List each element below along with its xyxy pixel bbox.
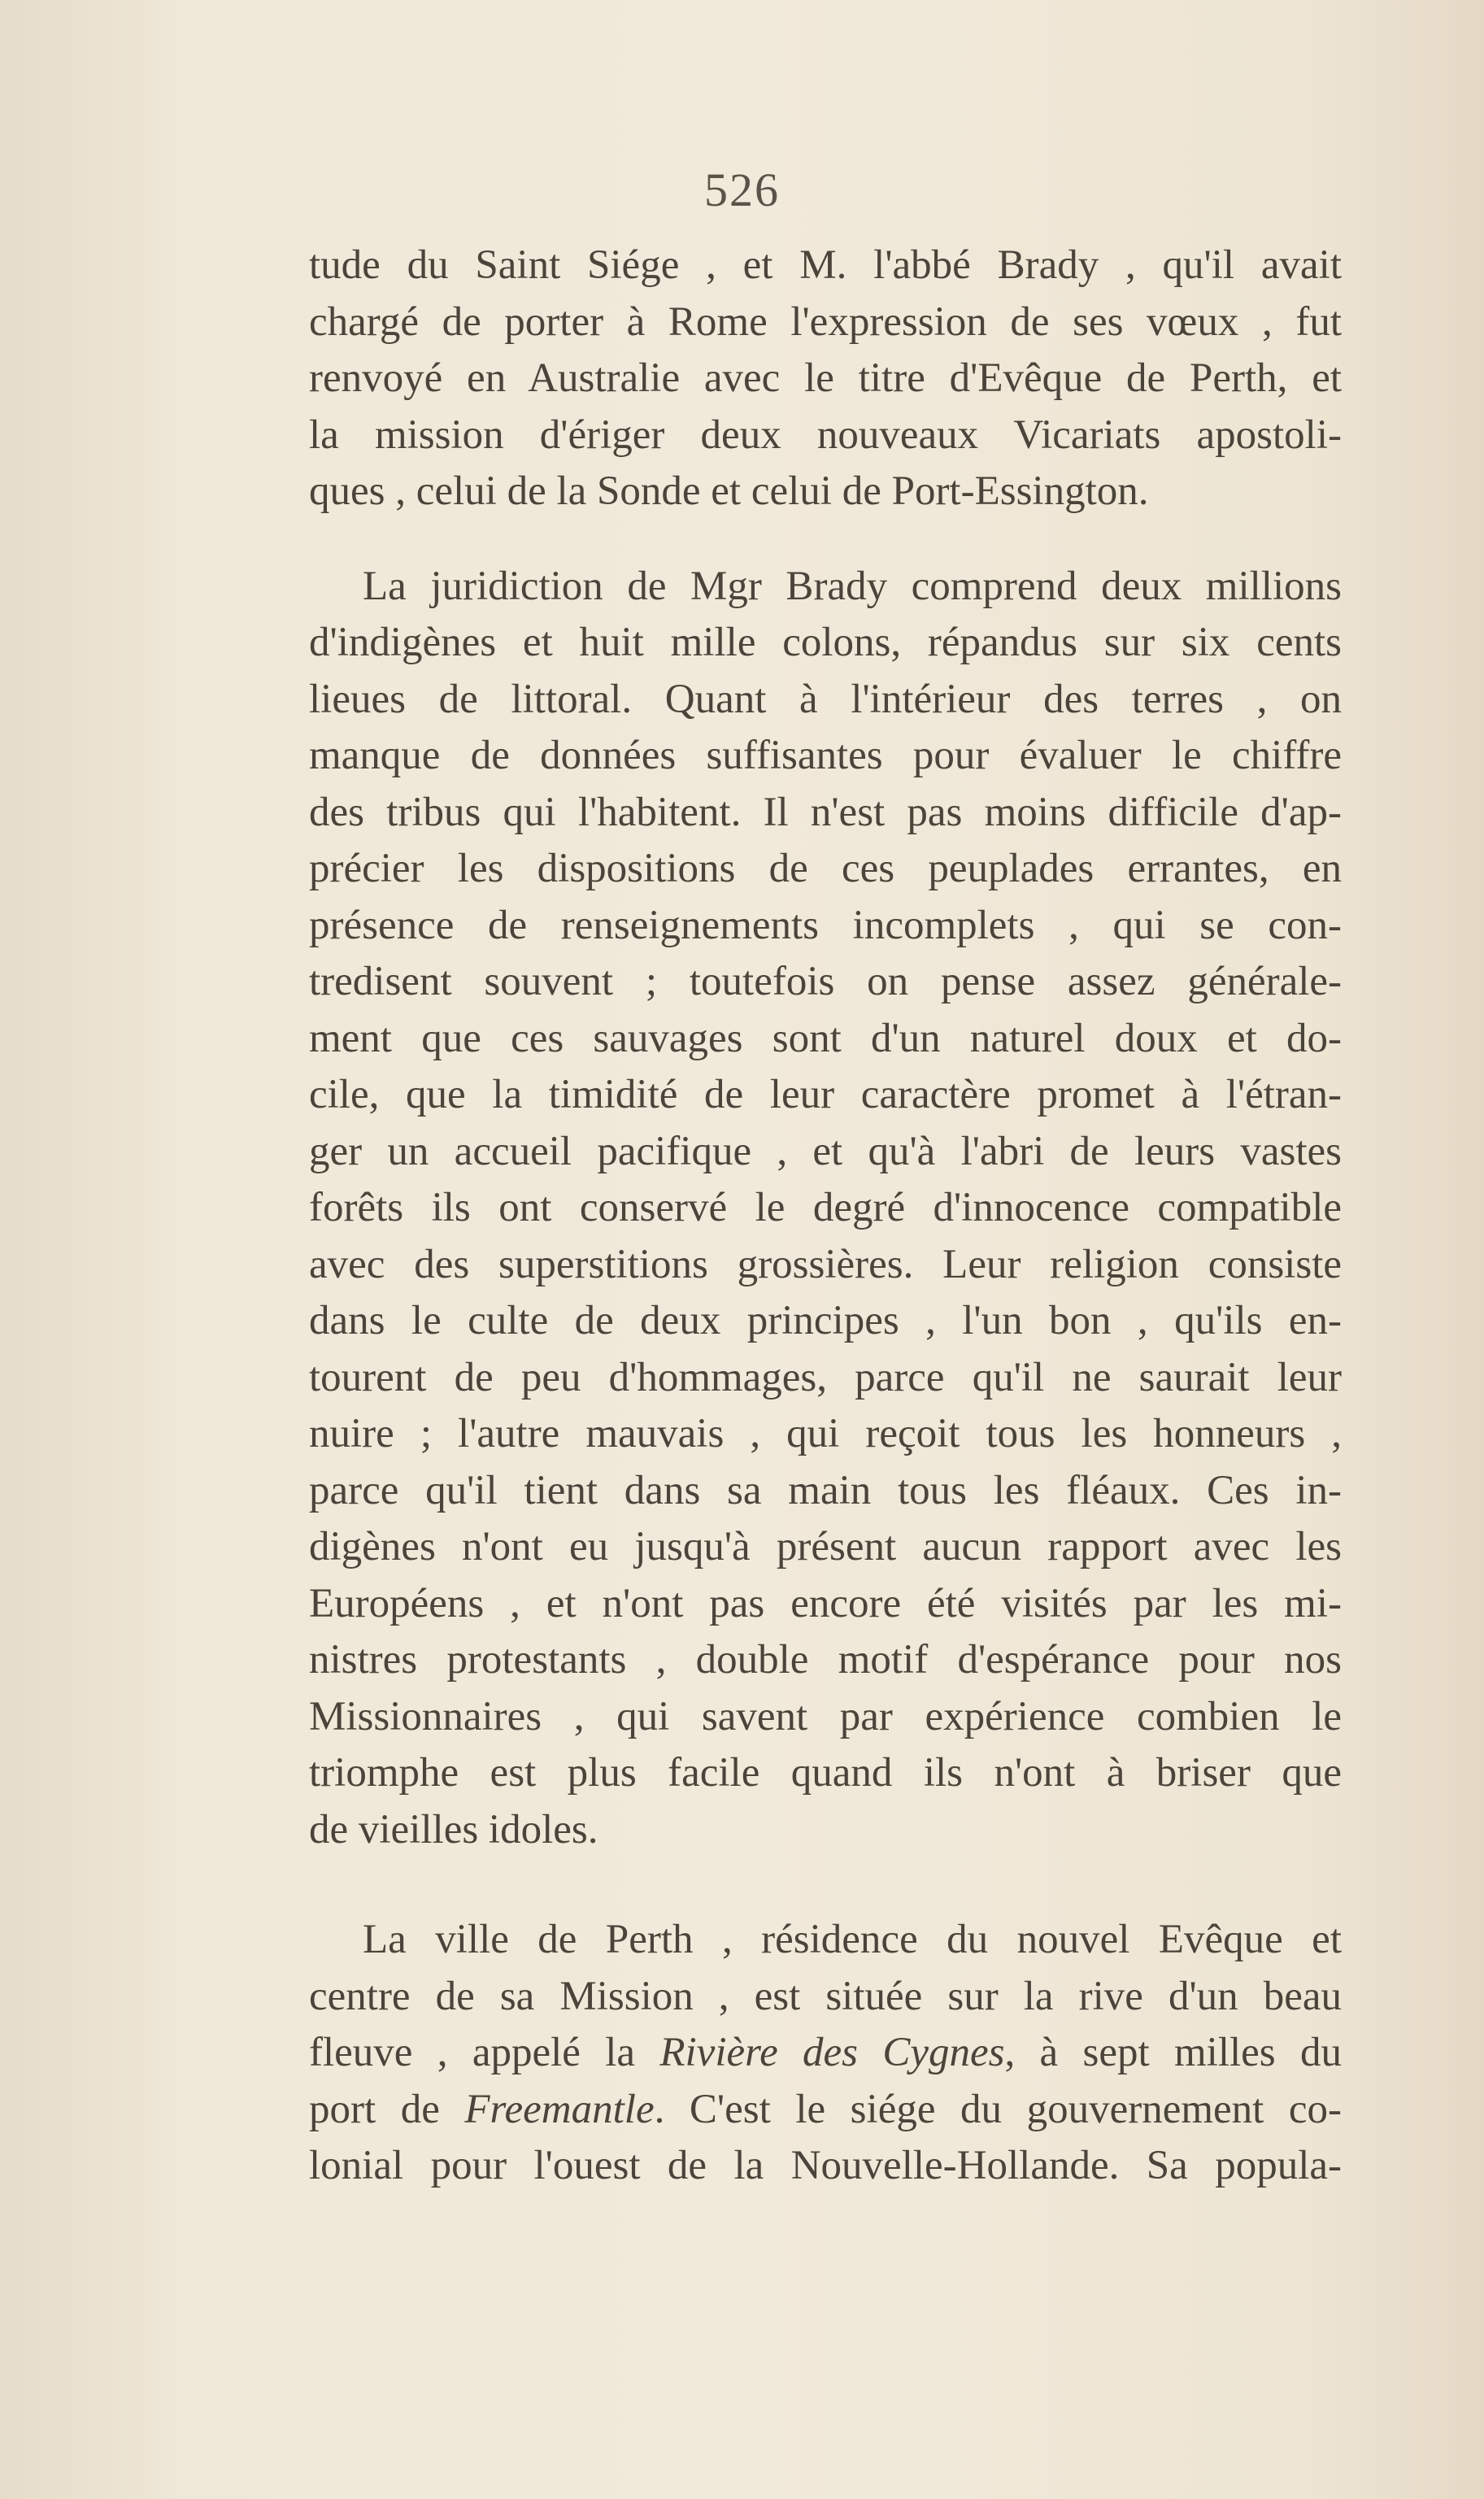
text-line: renvoyé en Australie avec le titre d'Evêque de Perth, et [309,355,1342,401]
paragraph-gap [309,1858,1342,1912]
text-line: manque de données suffisantes pour évaluer le chiffre [309,733,1342,778]
text-line: lieues de littoral. Quant à l'intérieur des terres , on [309,676,1342,722]
text-line: cile, que la timidité de leur caractère promet à l'étran- [309,1072,1342,1117]
text-line: dans le culte de deux principes , l'un bon , qu'ils en- [309,1298,1342,1343]
text-line: avec des superstitions grossières. Leur religion consiste [309,1241,1342,1287]
text-line: parce qu'il tient dans sa main tous les fléaux. Ces in- [309,1467,1342,1513]
text-line: nuire ; l'autre mauvais , qui reçoit tous les honneurs , [309,1411,1342,1456]
text-line [309,1969,1342,2026]
italic-place-name: Rivière des Cygnes [659,2030,1005,2075]
text-line: tourent de peu d'hommages, parce qu'il ne saurait leur [309,1354,1342,1400]
text-run: lonial pour l'ouest de la Nouvelle-Hollande. Sa popula- [309,2143,1342,2188]
text-run: . C'est le siége du gouvernement co- [654,2086,1342,2132]
text-line: Européens , et n'ont pas encore été visités par les mi- [309,1580,1342,1626]
text-line [309,2025,1342,2082]
text-line: ment que ces sauvages sont d'un naturel doux et do- [309,1015,1342,1061]
text-run: centre de sa Mission , est située sur la rive d'un beau [309,1973,1342,2019]
text-line [309,1912,1342,1969]
text-line [309,2082,1342,2139]
text-line: triomphe est plus facile quand ils n'ont à briser que [309,1750,1342,1796]
text-line: la mission d'ériger deux nouveaux Vicariats apostoli- [309,411,1342,458]
text-run: fleuve , appelé la [309,2030,660,2075]
text-line: ques , celui de la Sonde et celui de Port-Essington. [309,468,1149,514]
paragraph-gap [309,520,1342,559]
text-line [309,2138,1342,2195]
page-number: 526 [704,163,780,216]
text-line: tredisent souvent ; toutefois on pense assez générale- [309,959,1342,1004]
text-line: tude du Saint Siége , et M. l'abbé Brady , qu'il avait [309,242,1342,288]
text-line: nistres protestants , double motif d'espérance pour nos [309,1637,1342,1683]
paragraph-1 [309,237,1342,520]
text-line: de vieilles idoles. [309,1806,598,1852]
text-line: présence de renseignements incomplets , qui se con- [309,902,1342,948]
text-line: des tribus qui l'habitent. Il n'est pas moins difficile d'ap- [309,789,1342,835]
text-line: La juridiction de Mgr Brady comprend deux millions [363,563,1342,609]
text-line: ger un accueil pacifique , et qu'à l'abri de leurs vastes [309,1128,1342,1174]
body-text [309,237,1342,2195]
text-line: Missionnaires , qui savent par expérience combien le [309,1693,1342,1739]
italic-place-name: Freemantle [464,2086,655,2132]
text-run: port de [309,2086,465,2132]
text-line: forêts ils ont conservé le degré d'innocence compatible [309,1185,1342,1230]
text-line: d'indigènes et huit mille colons, répandus sur six cents [309,620,1342,665]
paragraph-2 [309,559,1342,1859]
text-line: chargé de porter à Rome l'expression de ses vœux , fut [309,298,1342,345]
text-run: , à sept milles du [1004,2030,1342,2075]
text-line: précier les dispositions de ces peuplades errantes, en [309,846,1342,891]
paragraph-3 [309,1912,1342,2195]
text-run: La ville de Perth , résidence du nouvel Evêque et [363,1917,1342,1962]
text-line: digènes n'ont eu jusqu'à présent aucun rapport avec les [309,1524,1342,1569]
